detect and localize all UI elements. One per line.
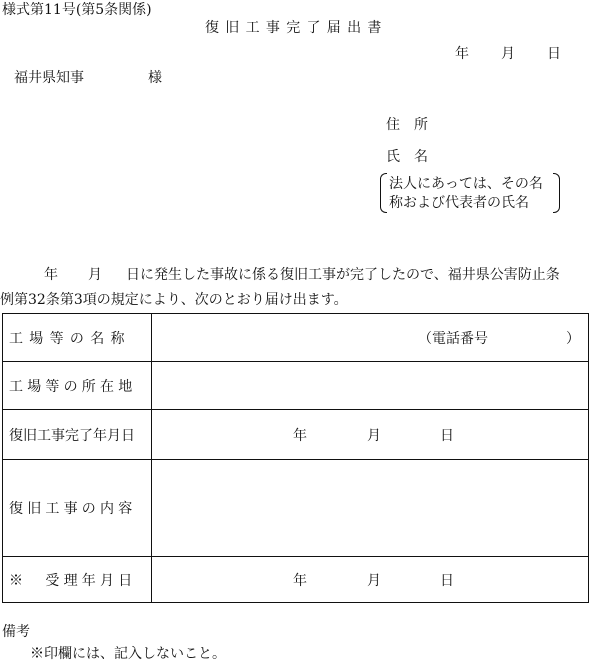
label-factory-name: 工場等の名称 <box>3 314 152 362</box>
field-receipt-date <box>152 557 589 603</box>
table-row <box>3 460 589 557</box>
field-factory-name[interactable] <box>152 314 589 362</box>
field-factory-location[interactable] <box>152 362 589 410</box>
date-month: 月 <box>501 46 515 62</box>
label-receipt-date: ※ 受理年月日 <box>3 557 152 603</box>
body-month: 月 <box>88 267 102 283</box>
notification-table <box>2 313 589 603</box>
remarks-note: ※印欄には、記入しないこと。 <box>30 646 226 662</box>
receipt-month: 月 <box>367 572 381 589</box>
label-completion-date: 復旧工事完了年月日 <box>3 410 152 460</box>
addressee-honorific: 様 <box>148 70 162 86</box>
completion-year: 年 <box>293 427 307 444</box>
left-bracket <box>380 173 387 213</box>
body-line1: 日に発生した事故に係る復旧工事が完了したので、福井県公害防止条 <box>126 267 560 283</box>
corporation-note <box>380 173 560 213</box>
right-bracket <box>553 173 560 213</box>
receipt-year: 年 <box>293 572 307 589</box>
corporation-note-line2: 称および代表者の氏名 <box>389 195 529 211</box>
body-year: 年 <box>44 267 58 283</box>
applicant-name-label: 氏 名 <box>386 149 428 165</box>
document-title: 復旧工事完了届出書 <box>205 20 388 36</box>
remarks-heading: 備考 <box>2 624 30 640</box>
completion-month: 月 <box>367 427 381 444</box>
form-number: 様式第11号(第5条関係) <box>2 2 152 18</box>
field-completion-date[interactable] <box>152 410 589 460</box>
submission-date <box>455 45 561 63</box>
corporation-note-line1: 法人にあっては、その名 <box>389 176 543 192</box>
applicant-address-label: 住 所 <box>386 117 428 133</box>
table-row <box>3 362 589 410</box>
phone-label: （電話番号 <box>418 330 488 347</box>
receipt-day: 日 <box>440 572 454 589</box>
table-row <box>3 557 589 603</box>
table-row <box>3 410 589 460</box>
date-year: 年 <box>455 46 469 62</box>
body-line2: 例第32条第3項の規定により、次のとおり届け出ます。 <box>0 292 348 308</box>
table-row <box>3 314 589 362</box>
label-work-content: 復旧工事の内容 <box>3 460 152 557</box>
completion-day: 日 <box>440 427 454 444</box>
declaration-text <box>0 263 591 313</box>
date-day: 日 <box>547 46 561 62</box>
field-work-content[interactable] <box>152 460 589 557</box>
phone-close: ） <box>566 330 580 347</box>
label-factory-location: 工場等の所在地 <box>3 362 152 410</box>
addressee: 福井県知事 <box>14 70 84 86</box>
